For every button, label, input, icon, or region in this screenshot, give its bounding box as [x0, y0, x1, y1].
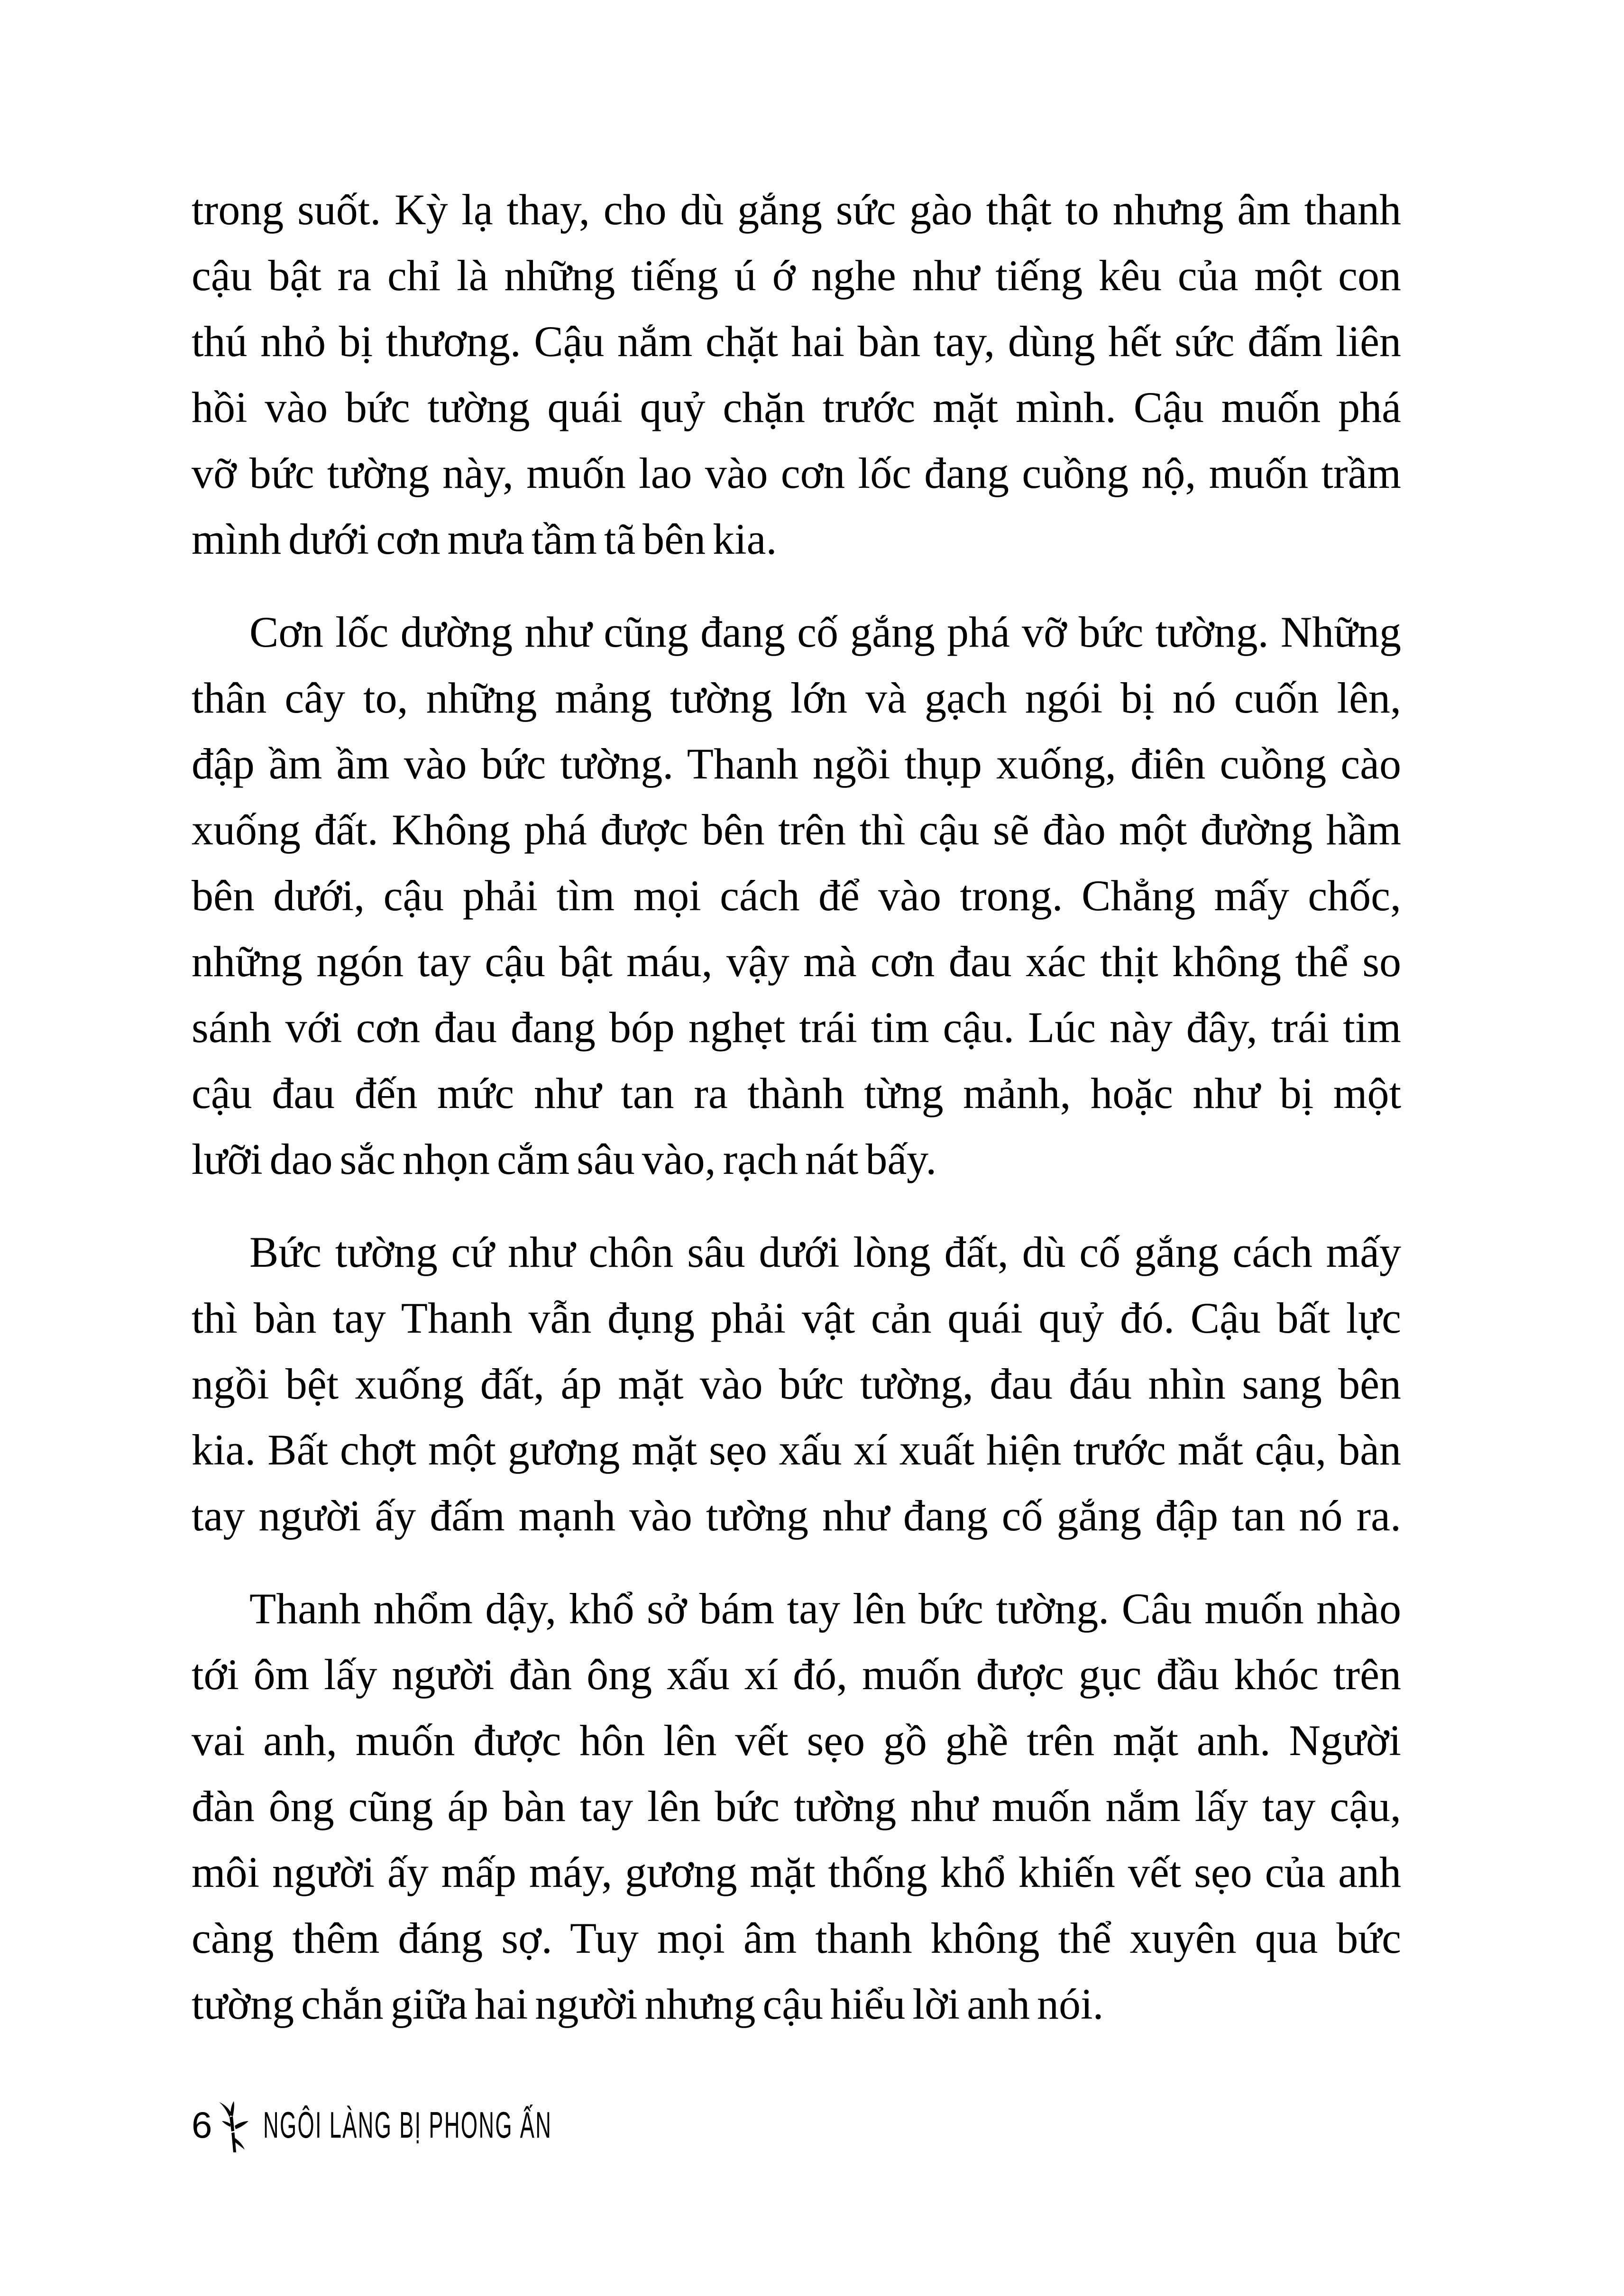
text-line: cậu đau đến mức như tan ra thành từng mảnh, hoặc như bị một — [192, 1069, 1401, 1117]
text-line: đập ầm ầm vào bức tường. Thanh ngồi thụp xuống, điên cuồng cào — [192, 740, 1401, 788]
text-line: trong suốt. Kỳ lạ thay, cho dù gắng sức gào thật to nhưng âm thanh — [192, 185, 1401, 234]
book-title: NGÔI LÀNG BỊ PHONG ẤN — [263, 2104, 552, 2146]
text-line: hồi vào bức tường quái quỷ chặn trước mặt mình. Cậu muốn phá — [192, 383, 1401, 431]
text-line: vai anh, muốn được hôn lên vết sẹo gồ ghề trên mặt anh. Người — [192, 1716, 1401, 1765]
text-line: tường chắn giữa hai người nhưng cậu hiểu lời anh nói. — [192, 1980, 1104, 2028]
text-line: vỡ bức tường này, muốn lao vào cơn lốc đang cuồng nộ, muốn trầm — [192, 449, 1401, 497]
text-line: Cơn lốc dường như cũng đang cố gắng phá vỡ bức tường. Những — [249, 608, 1401, 656]
text-line: càng thêm đáng sợ. Tuy mọi âm thanh không thể xuyên qua bức — [192, 1914, 1401, 1962]
text-line: xuống đất. Không phá được bên trên thì cậu sẽ đào một đường hầm — [192, 805, 1401, 854]
text-line: lưỡi dao sắc nhọn cắm sâu vào, rạch nát bấy. — [192, 1135, 937, 1183]
page-number: 6 — [192, 2104, 212, 2146]
text-line: tay người ấy đấm mạnh vào tường như đang cố gắng đập tan nó ra. — [192, 1491, 1401, 1540]
text-line: Thanh nhổm dậy, khổ sở bám tay lên bức tường. Câu muốn nhào — [249, 1584, 1401, 1633]
paragraph — [192, 1576, 1401, 2037]
paragraph — [192, 177, 1401, 572]
text-line: bên dưới, cậu phải tìm mọi cách để vào trong. Chẳng mấy chốc, — [192, 871, 1401, 920]
text-line: tới ôm lấy người đàn ông xấu xí đó, muốn được gục đầu khóc trên — [192, 1650, 1401, 1699]
text-line: cậu bật ra chỉ là những tiếng ú ớ nghe như tiếng kêu của một con — [192, 251, 1401, 300]
text-line: mình dưới cơn mưa tầm tã bên kia. — [192, 515, 777, 563]
text-line: những ngón tay cậu bật máu, vậy mà cơn đau xác thịt không thể so — [192, 937, 1401, 986]
bamboo-leaf-icon — [219, 2101, 249, 2153]
body-text — [192, 177, 1401, 2037]
text-line: thú nhỏ bị thương. Cậu nắm chặt hai bàn tay, dùng hết sức đấm liên — [192, 317, 1401, 366]
text-line: đàn ông cũng áp bàn tay lên bức tường như muốn nắm lấy tay cậu, — [192, 1782, 1401, 1830]
text-line: thì bàn tay Thanh vẫn đụng phải vật cản quái quỷ đó. Cậu bất lực — [192, 1294, 1401, 1342]
text-line: môi người ấy mấp máy, gương mặt thống khổ khiến vết sẹo của anh — [192, 1848, 1401, 1896]
text-line: sánh với cơn đau đang bóp nghẹt trái tim cậu. Lúc này đây, trái tim — [192, 1003, 1401, 1052]
text-line: thân cây to, những mảng tường lớn và gạch ngói bị nó cuốn lên, — [192, 674, 1401, 722]
page-footer — [192, 2105, 762, 2145]
text-line: ngồi bệt xuống đất, áp mặt vào bức tường, đau đáu nhìn sang bên — [192, 1360, 1401, 1408]
paragraph — [192, 1219, 1401, 1549]
paragraph — [192, 599, 1401, 1192]
text-line: Bức tường cứ như chôn sâu dưới lòng đất, dù cố gắng cách mấy — [249, 1228, 1401, 1276]
text-line: kia. Bất chợt một gương mặt sẹo xấu xí xuất hiện trước mắt cậu, bàn — [192, 1426, 1401, 1474]
